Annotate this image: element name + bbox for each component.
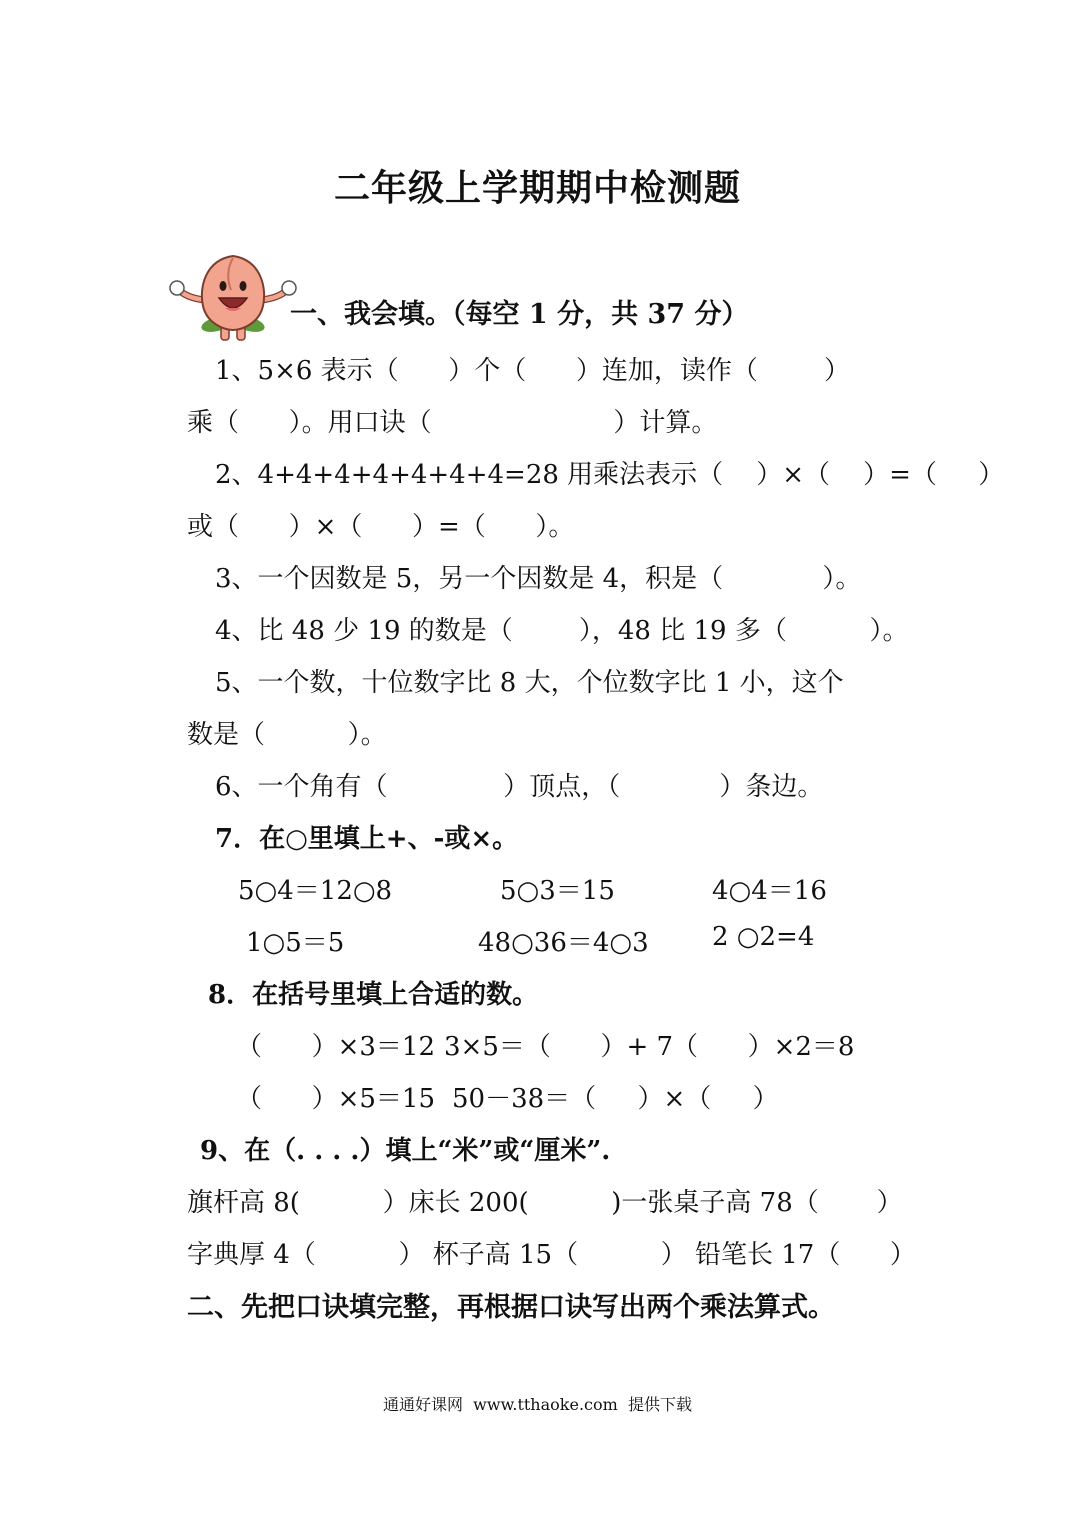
section2-heading: 二、先把口诀填完整，再根据口诀写出两个乘法算式。 <box>187 1292 835 1323</box>
peach-mascot-icon <box>165 250 300 345</box>
q5-line-2: 数是（ ）。 <box>187 720 387 750</box>
q9-line-2: 字典厚 4（ ） 杯子高 15（ ） 铅笔长 17（ ） <box>187 1240 916 1270</box>
q8-item: （ ）×5＝15 <box>236 1084 435 1114</box>
q1-line-1: 1、5×6 表示（ ）个（ ）连加，读作（ ） <box>215 356 850 386</box>
q8-item: （ ）×3＝12 <box>236 1032 435 1062</box>
q6-line: 6、一个角有（ ）顶点，（ ）条边。 <box>215 772 824 802</box>
q7-item: 5○4＝12○8 <box>238 876 393 906</box>
q8-item: （ ）×2＝8 <box>672 1032 855 1062</box>
q8-item: 3×5＝（ ）+ 7 <box>444 1032 674 1062</box>
page-title: 二年级上学期期中检测题 <box>333 167 741 209</box>
q7-item: 5○3＝15 <box>500 876 615 906</box>
q2-line-2: 或（ ）×（ ）=（ ）。 <box>187 512 575 542</box>
q8-heading: 8．在括号里填上合适的数。 <box>208 980 539 1010</box>
section1-heading: 一、我会填。（每空 1 分，共 37 分） <box>290 299 749 330</box>
q9-heading: 9、在（. . . .）填上“米”或“厘米”. <box>200 1136 611 1166</box>
footer-credit: 通通好课网 www.tthaoke.com 提供下载 <box>383 1395 692 1414</box>
q4-line: 4、比 48 少 19 的数是（ ），48 比 19 多（ ）。 <box>215 616 909 646</box>
q2-line-1: 2、4+4+4+4+4+4+4=28 用乘法表示（ ）×（ ）=（ ） <box>215 460 1005 490</box>
q7-item: 4○4＝16 <box>712 876 827 906</box>
q7-item: 1○5＝5 <box>246 928 345 958</box>
q5-line-1: 5、一个数，十位数字比 8 大，个位数字比 1 小，这个 <box>215 668 844 698</box>
q1-line-2: 乘（ ）。用口诀（ ）计算。 <box>187 408 718 438</box>
q7-item: 2 ○2=4 <box>712 922 815 952</box>
q7-heading: 7．在○里填上+、-或×。 <box>215 824 519 854</box>
q7-item: 48○36＝4○3 <box>478 928 649 958</box>
q8-item: 50－38＝（ ）×（ ） <box>452 1084 779 1114</box>
q3-line: 3、一个因数是 5，另一个因数是 4，积是（ ）。 <box>215 564 862 594</box>
q9-line-1: 旗杆高 8( ）床长 200( )一张桌子高 78（ ） <box>187 1188 903 1218</box>
